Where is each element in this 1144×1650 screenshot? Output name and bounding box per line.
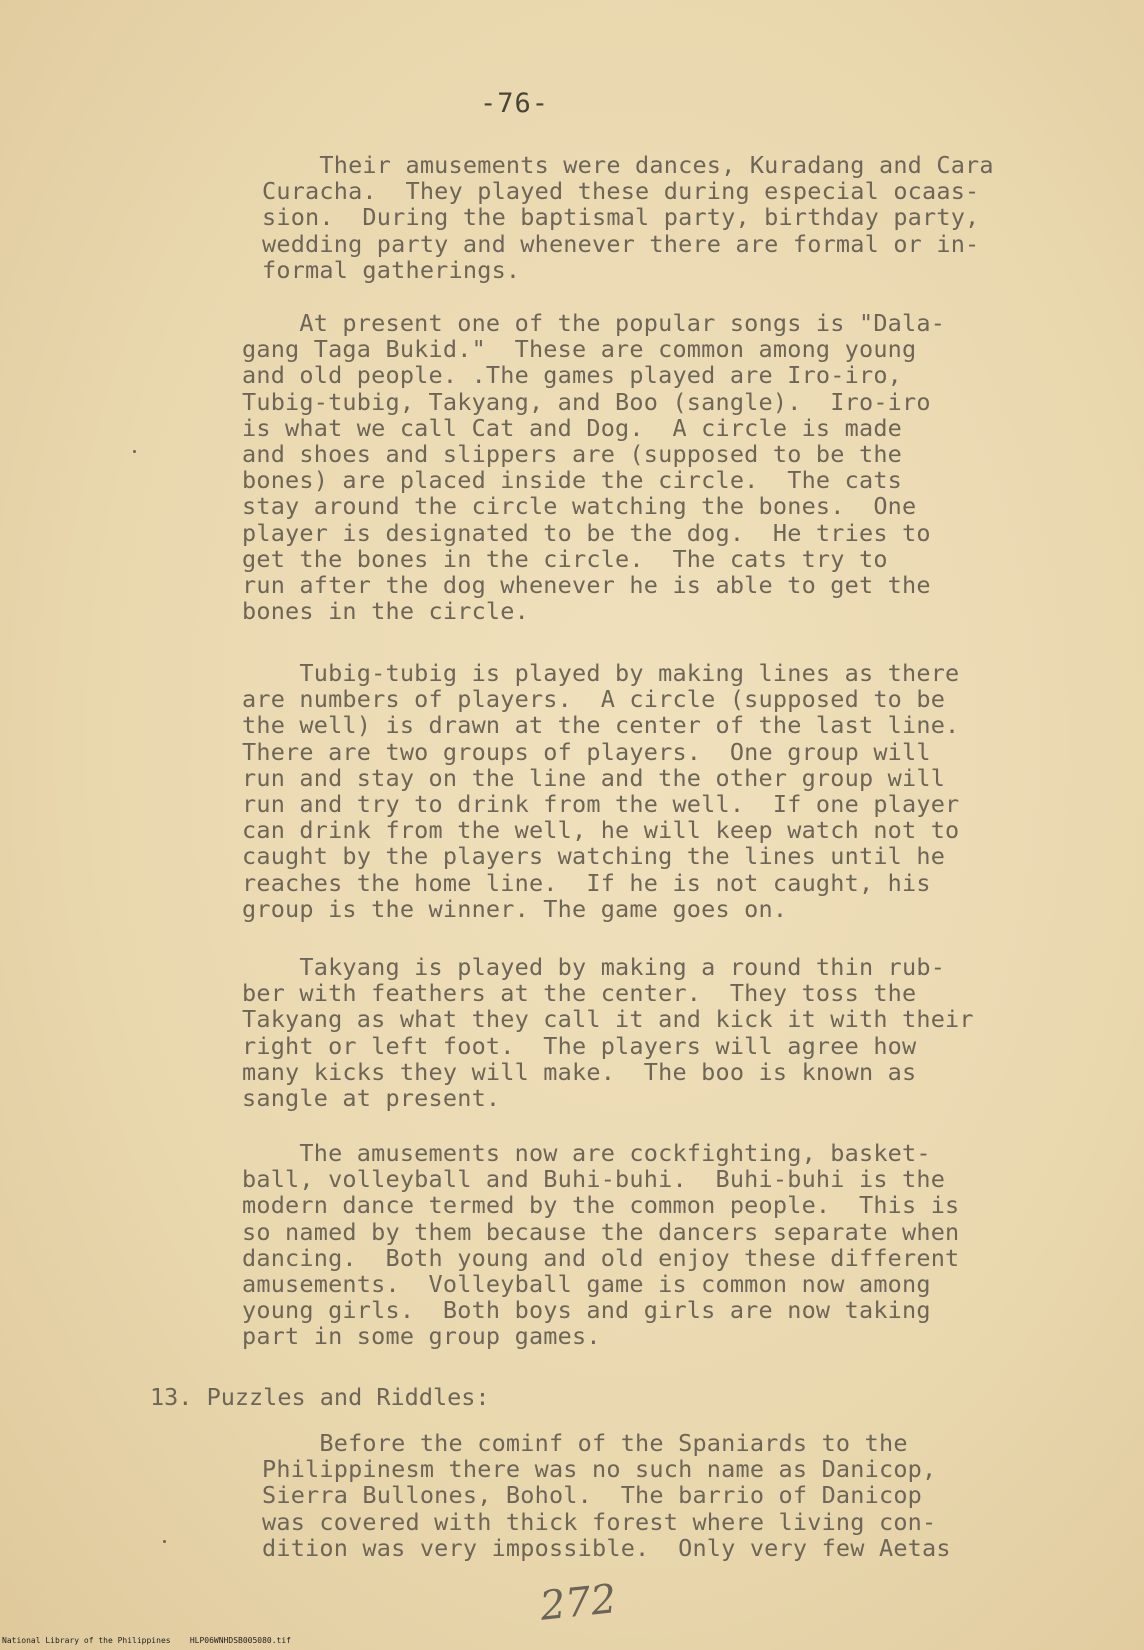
scan-footer: National Library of the Philippines HLP06WNHDSB005080.tif (2, 1636, 291, 1645)
paragraph-amusements-past: Their amusements were dances, Kuradang and Cara Curacha. They played these during especial ocaas- sion. During the baptismal party, birthday party, wedding party and whenever there are formal or in- formal gatherings. (262, 151, 994, 284)
handwritten-page-number: 272 (537, 1576, 619, 1630)
speck-mark (163, 1540, 166, 1543)
paragraph-takyang: Takyang is played by making a round thin rub- ber with feathers at the center. They toss the Takyang as what they call it and kick it with their right or left foot. The players will agree how many kicks they will make. The boo is known as sangle at present. (242, 953, 974, 1113)
speck-mark (133, 450, 136, 453)
paragraph-amusements-now: The amusements now are cockfighting, basket- ball, volleyball and Buhi-buhi. Buhi-buhi is the modern dance termed by the common people. This is so named by them because the dancers separate when dancing. Both young and old enjoy these different amusements. Volleyball game is common now among young girls. Both boys and girls are now taking part in some group games. (242, 1139, 960, 1351)
page-number: -76- (480, 88, 550, 119)
paragraph-danicop-history: Before the cominf of the Spaniards to the Philippinesm there was no such name as Danicop, Sierra Bullones, Bohol. The barrio of Danicop was covered with thick forest where living con- dition was very impossible. Only very few Aetas (262, 1429, 951, 1562)
section-heading: 13. Puzzles and Riddles: (150, 1383, 490, 1411)
paragraph-tubig-tubig: Tubig-tubig is played by making lines as there are numbers of players. A circle (supposed to be the well) is drawn at the center of the last line. There are two groups of players. One group will run and stay on the line and the other group will run and try to drink from the well. If one player can drink from the well, he will keep watch not to caught by the players watching the lines until he reaches the home line. If he is not caught, his group is the winner. The game goes on. (242, 659, 960, 923)
paragraph-popular-songs-games: At present one of the popular songs is "Dala- gang Taga Bukid." These are common among young and old people. .The games played are Iro-iro, Tubig-tubig, Takyang, and Boo (sangle). Iro-iro is what we call Cat and Dog. A circle is made and shoes and slippers are (supposed to be the bones) are placed inside the circle. The cats stay around the circle watching the bones. One player is designated to be the dog. He tries to get the bones in the circle. The cats try to run after the dog whenever he is able to get the bones in the circle. (242, 309, 946, 626)
